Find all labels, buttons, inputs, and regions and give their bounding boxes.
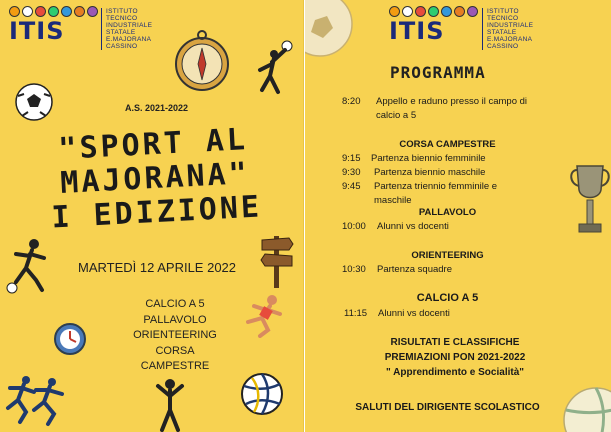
program-text: Alunni vs docenti bbox=[377, 221, 449, 232]
sport-item: PALLAVOLO bbox=[143, 313, 207, 326]
volleyball-player-icon bbox=[252, 40, 297, 102]
left-poster-page bbox=[0, 0, 304, 432]
institute-line: CASSINO bbox=[487, 43, 519, 50]
runners-silhouette-icon bbox=[4, 374, 74, 430]
compass-icon bbox=[168, 30, 238, 92]
institute-line: STATALE bbox=[106, 29, 136, 36]
institute-line: TECNICO bbox=[106, 15, 138, 22]
title-line: I EDIZIONE bbox=[50, 189, 263, 236]
poster-title bbox=[18, 121, 293, 237]
institute-line: INDUSTRIALE bbox=[487, 22, 534, 29]
time-label: 10:00 bbox=[342, 221, 366, 232]
time-label: 8:20 bbox=[342, 96, 361, 107]
institute-line: E.MAJORANA bbox=[487, 36, 533, 43]
program-text: Partenza biennio femminile bbox=[371, 153, 486, 164]
volleyball-icon bbox=[240, 372, 284, 416]
institute-name bbox=[482, 8, 533, 50]
program-text: Appello e raduno presso il campo di bbox=[376, 96, 528, 107]
institute-line: ISTITUTO bbox=[106, 8, 138, 15]
program-text: Partenza squadre bbox=[377, 264, 452, 275]
title-line: MAJORANA" bbox=[59, 156, 251, 201]
institute-line: TECNICO bbox=[487, 15, 519, 22]
soccer-player-icon bbox=[4, 236, 52, 296]
sport-item: ORIENTEERING bbox=[133, 329, 217, 341]
section-heading: CORSA CAMPESTRE bbox=[399, 139, 496, 150]
sport-item: CORSA CAMPESTRE bbox=[140, 344, 210, 372]
sport-dot-icon bbox=[74, 6, 85, 17]
awards-line: PREMIAZIONI PON 2021-2022 bbox=[384, 352, 526, 363]
time-label: 10:30 bbox=[342, 264, 366, 275]
principal-greeting: SALUTI DEL DIRIGENTE SCOLASTICO bbox=[355, 402, 540, 413]
logo-text: ITIS bbox=[9, 17, 65, 45]
trophy-icon bbox=[569, 160, 611, 252]
logo-text: ITIS bbox=[389, 17, 445, 45]
football-icon bbox=[14, 82, 54, 122]
section-heading: ORIENTEERING bbox=[411, 250, 484, 261]
sport-dot-icon bbox=[402, 6, 413, 17]
sport-dot-icon bbox=[415, 6, 426, 17]
institute-line: CASSINO bbox=[106, 43, 138, 50]
sport-item: CALCIO A 5 bbox=[145, 298, 205, 310]
institute-line: E.MAJORANA bbox=[106, 36, 152, 43]
sport-icons-row bbox=[389, 6, 478, 17]
runner-icon bbox=[238, 292, 288, 338]
results-line: RISULTATI E CLASSIFICHE bbox=[390, 337, 520, 348]
program-text: Partenza biennio maschile bbox=[374, 167, 486, 178]
sport-dot-icon bbox=[428, 6, 439, 17]
right-program-page bbox=[305, 0, 611, 432]
sport-dot-icon bbox=[389, 6, 400, 17]
sport-dot-icon bbox=[61, 6, 72, 17]
time-label: 11:15 bbox=[344, 308, 368, 319]
signpost-icon bbox=[259, 232, 295, 290]
school-logo bbox=[389, 6, 478, 43]
program-text: Alunni vs docenti bbox=[378, 308, 450, 319]
program-text: Partenza triennio femminile e bbox=[374, 181, 498, 192]
sport-dot-icon bbox=[22, 6, 33, 17]
institute-line: STATALE bbox=[487, 29, 517, 36]
school-year: A.S. 2021-2022 bbox=[125, 103, 189, 113]
institute-line: ISTITUTO bbox=[487, 8, 519, 15]
sport-dot-icon bbox=[35, 6, 46, 17]
title-line: "SPORT AL bbox=[57, 122, 249, 167]
watch-icon bbox=[53, 322, 87, 356]
section-heading: CALCIO A 5 bbox=[416, 292, 479, 304]
time-label: 9:15 bbox=[342, 153, 361, 164]
section-heading: PALLAVOLO bbox=[418, 207, 477, 218]
event-date: MARTEDÌ 12 APRILE 2022 bbox=[78, 260, 237, 275]
volley-receiver-icon bbox=[148, 376, 194, 432]
sport-icons-row bbox=[9, 6, 98, 17]
sport-dot-icon bbox=[441, 6, 452, 17]
football-corner-icon bbox=[305, 0, 355, 72]
time-label: 9:45 bbox=[342, 181, 361, 192]
sport-dot-icon bbox=[87, 6, 98, 17]
school-logo bbox=[9, 6, 98, 43]
time-label: 9:30 bbox=[342, 167, 361, 178]
program-text: calcio a 5 bbox=[376, 110, 417, 121]
program-text: maschile bbox=[374, 195, 412, 206]
sports-list bbox=[120, 297, 230, 375]
sport-dot-icon bbox=[454, 6, 465, 17]
volleyball-corner-icon bbox=[560, 384, 611, 432]
sport-dot-icon bbox=[9, 6, 20, 17]
pon-title-line: " Apprendimento e Socialità" bbox=[385, 367, 525, 378]
institute-name bbox=[101, 8, 152, 50]
sport-dot-icon bbox=[48, 6, 59, 17]
program-title: PROGRAMMA bbox=[390, 63, 486, 82]
institute-line: INDUSTRIALE bbox=[106, 22, 153, 29]
sport-dot-icon bbox=[467, 6, 478, 17]
